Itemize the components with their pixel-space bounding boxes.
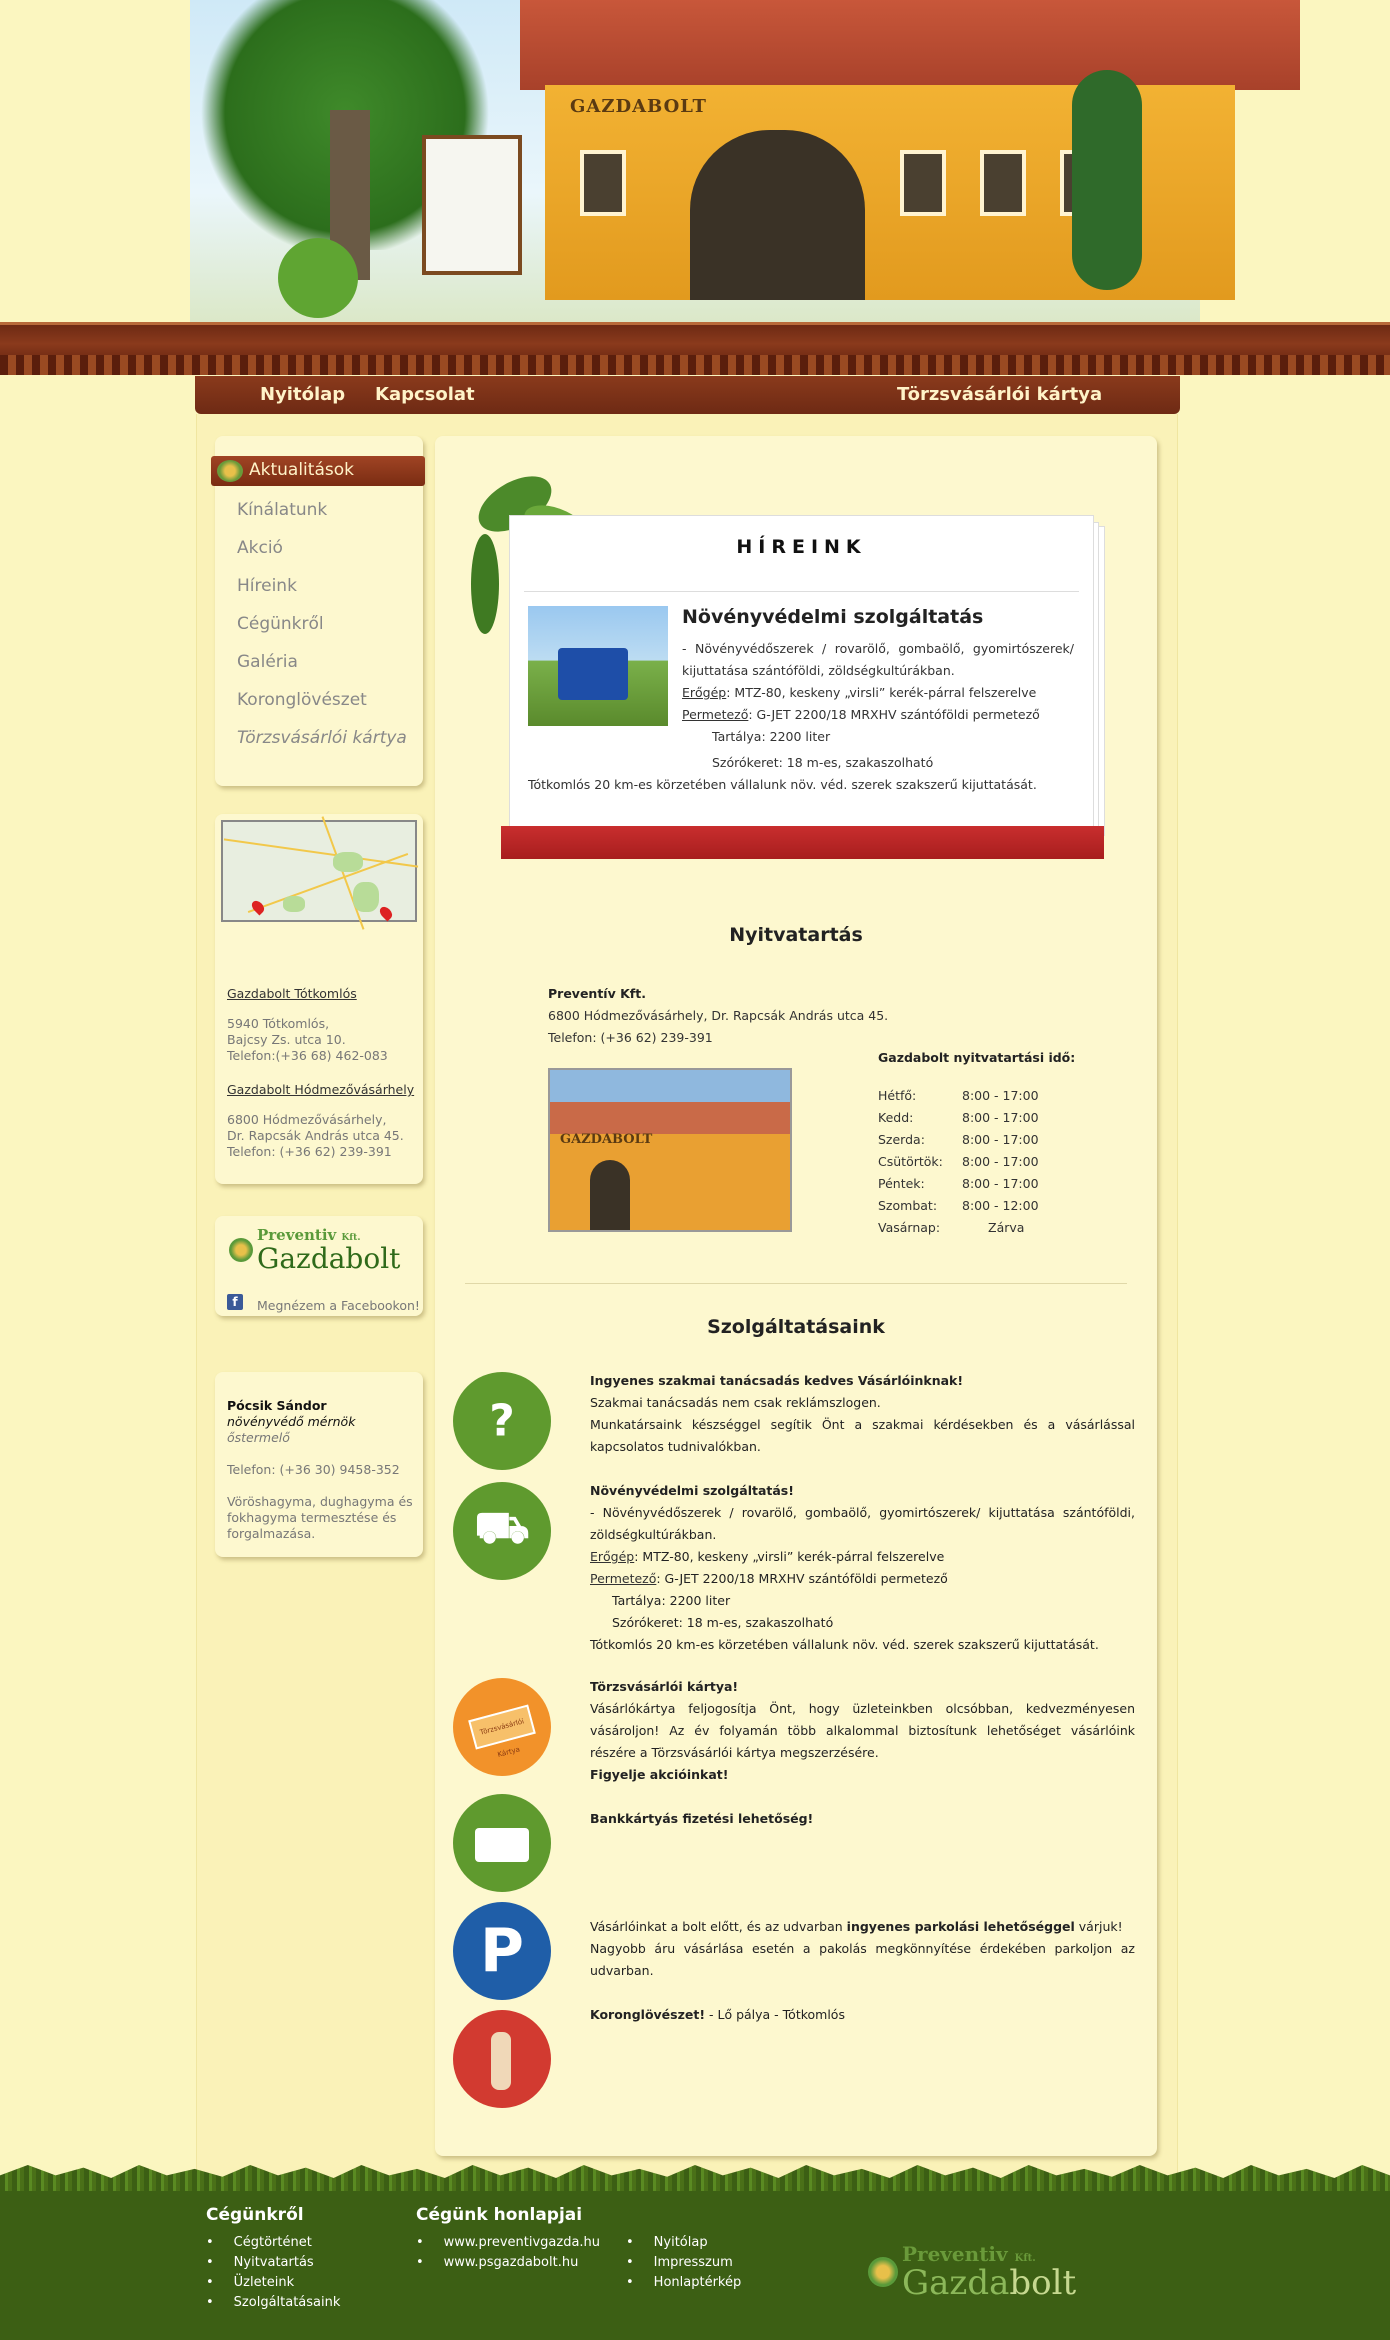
header-banner-image <box>190 0 1200 322</box>
store-address-line: Bajcsy Zs. utca 10. <box>227 1032 346 1047</box>
news-paragraph: Tótkomlós 20 km-es körzetében vállalunk növ. véd. szerek szakszerű kijuttatását. <box>528 777 1037 792</box>
opening-address: 6800 Hódmezővásárhely, Dr. Rapcsák András utca 45. <box>548 1008 889 1023</box>
service-title: Növényvédelmi szolgáltatás! <box>590 1483 794 1498</box>
footer-list-item <box>416 2253 600 2273</box>
footer-link[interactable]: Nyitvatartás <box>233 2255 314 2270</box>
store-link-hodmezovasarhely[interactable]: Gazdabolt Hódmezővásárhely <box>227 1082 415 1097</box>
hours-time: 8:00 - 17:00 <box>962 1131 1039 1147</box>
top-nav <box>195 376 1180 414</box>
footer-list-item <box>206 2253 340 2273</box>
service-text: Tartálya: 2200 liter <box>612 1593 731 1608</box>
facebook-box <box>215 1216 423 1316</box>
shop-photo <box>548 1068 792 1232</box>
hours-row <box>878 1216 1039 1238</box>
engine-link[interactable]: Erőgép <box>590 1549 635 1564</box>
footer-list-item <box>626 2273 741 2293</box>
flower-logo-icon <box>868 2257 898 2287</box>
news-paragraph: Erőgép: MTZ-80, keskeny „virsli” kerék-párral felszerelve <box>682 685 1037 700</box>
shop-photo-sign: GAZDABOLT <box>560 1132 653 1147</box>
engine-link[interactable]: Erőgép <box>682 685 727 700</box>
footer-link[interactable]: Üzleteink <box>233 2275 295 2290</box>
loyalty-card-icon: Törzsvásárlói Kártya <box>453 1678 551 1776</box>
divider <box>524 591 1079 592</box>
hours-time: Zárva <box>988 1219 1025 1235</box>
footer-links-about <box>206 2233 340 2313</box>
service-text: Erőgép: MTZ-80, keskeny „virsli” kerék-párral felszerelve <box>590 1549 945 1564</box>
opening-phone: Telefon: (+36 62) 239-391 <box>548 1030 713 1045</box>
facebook-link[interactable]: Megnézem a Facebookon! <box>257 1298 420 1313</box>
store-phone: Telefon:(+36 68) 462-083 <box>227 1048 388 1063</box>
flower-logo-icon <box>217 460 243 482</box>
main-content <box>435 436 1157 2156</box>
parking-icon: P <box>453 1902 551 2000</box>
hours-row <box>878 1172 1039 1194</box>
store-address-line: 6800 Hódmezővásárhely, <box>227 1112 387 1127</box>
news-paragraph: Tartálya: 2200 liter <box>712 729 831 744</box>
sidebar-item-clay-shooting[interactable]: Koronglövészet <box>237 690 367 710</box>
hours-day: Kedd: <box>878 1109 914 1125</box>
person-description: fokhagyma termesztése és <box>227 1510 397 1525</box>
store-locations-box <box>215 814 423 1184</box>
hours-row <box>878 1150 1039 1172</box>
footer-link[interactable]: Impresszum <box>653 2255 733 2270</box>
sidebar-item-offer[interactable]: Kínálatunk <box>237 500 328 520</box>
hours-day: Szerda: <box>878 1131 925 1147</box>
sidebar-item-news[interactable]: Híreink <box>237 576 297 596</box>
bush-graphic <box>278 238 358 318</box>
footer-heading-about: Cégünkről <box>206 2205 304 2225</box>
hours-time: 8:00 - 17:00 <box>962 1153 1039 1169</box>
news-card <box>510 516 1093 826</box>
nav-home-link[interactable]: Nyitólap <box>260 384 346 405</box>
service-text: Vásárlókártya feljogosítja Önt, hogy üzleteinkben olcsóbban, kedvezményesen vásároljon! Az év folyamán több alkalommal biztosítunk lehetőséget vásárlóink részére a Törzsvásárlói kártya megszerzésére. <box>590 1701 1135 1760</box>
sidebar-item-loyalty-card[interactable]: Törzsvásárlói kártya <box>237 728 407 748</box>
store-link-totkomlos[interactable]: Gazdabolt Tótkomlós <box>227 986 357 1001</box>
hours-day: Péntek: <box>878 1175 925 1191</box>
sidebar-item-gallery[interactable]: Galéria <box>237 652 298 672</box>
divider <box>465 1283 1127 1284</box>
hours-row <box>878 1084 1039 1106</box>
footer-link[interactable]: Nyitólap <box>653 2235 708 2250</box>
sprayer-link[interactable]: Permetező <box>682 707 749 722</box>
hours-row <box>878 1106 1039 1128</box>
person-title: növényvédő mérnök <box>227 1414 356 1429</box>
footer-link[interactable]: www.psgazdabolt.hu <box>443 2255 579 2270</box>
person-description: Vöröshagyma, dughagyma és <box>227 1494 413 1509</box>
hours-row <box>878 1194 1039 1216</box>
footer-list-item <box>206 2293 340 2313</box>
location-map[interactable] <box>221 820 417 922</box>
cypress-graphic <box>1072 70 1142 290</box>
footer-link[interactable]: Honlaptérkép <box>653 2275 742 2290</box>
footer-list-item <box>206 2233 340 2253</box>
nav-contact-link[interactable]: Kapcsolat <box>375 384 475 405</box>
service-text: Figyelje akcióinkat! <box>590 1767 729 1782</box>
hours-time: 8:00 - 12:00 <box>962 1197 1039 1213</box>
footer-list-item <box>206 2273 340 2293</box>
map-pin-icon <box>378 905 395 922</box>
wooden-fence-border <box>0 322 1390 372</box>
hours-day: Szombat: <box>878 1197 938 1213</box>
hours-row <box>878 1128 1039 1150</box>
hours-day: Vasárnap: <box>878 1219 941 1235</box>
service-text: Koronglövészet! - Lő pálya - Tótkomlós <box>590 2007 845 2022</box>
hours-day: Csütörtök: <box>878 1153 943 1169</box>
bank-card-icon <box>453 1794 551 1892</box>
window-graphic <box>900 150 946 216</box>
news-paragraph: Szórókeret: 18 m-es, szakaszolható <box>712 755 934 770</box>
preventiv-logo-text: Preventiv Kft. <box>257 1226 361 1244</box>
footer-list-item <box>626 2233 741 2253</box>
service-text: Permetező: G-JET 2200/18 MRXHV szántóföldi permetező <box>590 1571 948 1586</box>
news-card-ribbon <box>501 826 1104 859</box>
sidebar-item-label: Aktualitások <box>249 460 354 480</box>
news-paragraph: - Növényvédőszerek / rovarölő, gombaölő, gyomirtószerek/ kijuttatása szántóföldi, zöldségkultúrákban. <box>682 641 1074 678</box>
window-graphic <box>980 150 1026 216</box>
facebook-icon[interactable]: f <box>227 1294 243 1310</box>
news-paragraph: Permetező: G-JET 2200/18 MRXHV szántóföldi permetező <box>682 707 1040 722</box>
sprayer-link[interactable]: Permetező <box>590 1571 657 1586</box>
roof-graphic <box>520 0 1300 90</box>
shooter-icon <box>453 2010 551 2108</box>
footer-link[interactable]: Cégtörténet <box>233 2235 312 2250</box>
service-text: Szakmai tanácsadás nem csak reklámszlogen. <box>590 1395 881 1410</box>
shop-sign: GAZDABOLT <box>570 96 707 117</box>
service-text: Tótkomlós 20 km-es körzetében vállalunk növ. véd. szerek szakszerű kijuttatását. <box>590 1637 1099 1652</box>
hours-day: Hétfő: <box>878 1087 917 1103</box>
news-heading: HÍREINK <box>736 536 867 558</box>
window-graphic <box>580 150 626 216</box>
footer-link[interactable]: Szolgáltatásaink <box>233 2295 341 2310</box>
tractor-icon: ⛟ <box>453 1482 551 1580</box>
hours-table <box>878 1084 1039 1238</box>
person-role: őstermelő <box>227 1430 290 1445</box>
tractor-graphic <box>558 648 628 700</box>
footer-link[interactable]: www.preventivgazda.hu <box>443 2235 601 2250</box>
service-title: Bankkártyás fizetési lehetőség! <box>590 1811 814 1826</box>
advice-icon: ? <box>453 1372 551 1470</box>
service-text: Munkatársaink készséggel segítik Önt a szakmai kérdésekben és a vásárlással kapcsolatos tudnivalókban. <box>590 1417 1135 1454</box>
store-phone: Telefon: (+36 62) 239-391 <box>227 1144 392 1159</box>
opening-company: Preventív Kft. <box>548 986 646 1001</box>
footer-list-item <box>626 2253 741 2273</box>
opening-heading: Nyitvatartás <box>729 924 863 946</box>
gazdabolt-logo-text: Gazdabolt <box>257 1242 401 1275</box>
contact-person-box <box>215 1372 423 1557</box>
hours-time: 8:00 - 17:00 <box>962 1109 1039 1125</box>
map-pin-icon <box>250 899 267 916</box>
service-title: Ingyenes szakmai tanácsadás kedves Vásárlóinknak! <box>590 1373 964 1388</box>
tractor-photo <box>528 606 668 726</box>
site-footer: Cégünkről • Cégtörténet • Nyitvatartás • Üzleteink • Szolgáltatásaink Cégünk honlapjai • www.preventivgazda.hu • www.psgazdabolt.hu • Nyitólap • Impresszum • Honlaptérkép Preventiv Kft. Gazdabolt <box>0 2179 1390 2340</box>
service-title: Törzsvásárlói kártya! <box>590 1679 739 1694</box>
store-address-line: Dr. Rapcsák András utca 45. <box>227 1128 404 1143</box>
footer-links-sites <box>416 2233 600 2273</box>
services-heading: Szolgáltatásaink <box>707 1316 885 1338</box>
footer-list-item <box>416 2233 600 2253</box>
sidebar-item-news-active[interactable] <box>211 456 425 486</box>
person-phone: Telefon: (+36 30) 9458-352 <box>227 1462 400 1477</box>
hours-time: 8:00 - 17:00 <box>962 1087 1039 1103</box>
service-text: Vásárlóinkat a bolt előtt, és az udvarban ingyenes parkolási lehetőséggel várjuk! <box>590 1919 1123 1934</box>
news-title: Növényvédelmi szolgáltatás <box>682 606 984 628</box>
nav-loyalty-card-link[interactable]: Törzsvásárlói kártya <box>897 384 1103 405</box>
person-description: forgalmazása. <box>227 1526 316 1541</box>
person-name: Pócsik Sándor <box>227 1398 327 1413</box>
sidebar-menu <box>215 436 423 786</box>
map-board-graphic <box>422 135 522 275</box>
footer-heading-sites: Cégünk honlapjai <box>416 2205 583 2225</box>
sidebar-item-sale[interactable]: Akció <box>237 538 283 558</box>
site-header <box>0 0 1390 372</box>
service-text: - Növényvédőszerek / rovarölő, gombaölő, gyomirtószerek/ kijuttatása szántóföldi, zöldségkultúrákban. <box>590 1505 1135 1542</box>
footer-links-misc <box>626 2233 741 2293</box>
sidebar-item-about[interactable]: Cégünkről <box>237 614 324 634</box>
service-text: Szórókeret: 18 m-es, szakaszolható <box>612 1615 834 1630</box>
service-text: Nagyobb áru vásárlása esetén a pakolás megkönnyítése érdekében parkoljon az udvarban. <box>590 1941 1135 1978</box>
store-address-line: 5940 Tótkomlós, <box>227 1016 330 1031</box>
gate-graphic <box>690 130 865 300</box>
hours-time: 8:00 - 17:00 <box>962 1175 1039 1191</box>
main-column <box>196 414 1178 2179</box>
flower-logo-icon <box>229 1238 253 1262</box>
hours-title: Gazdabolt nyitvatartási idő: <box>878 1050 1076 1065</box>
